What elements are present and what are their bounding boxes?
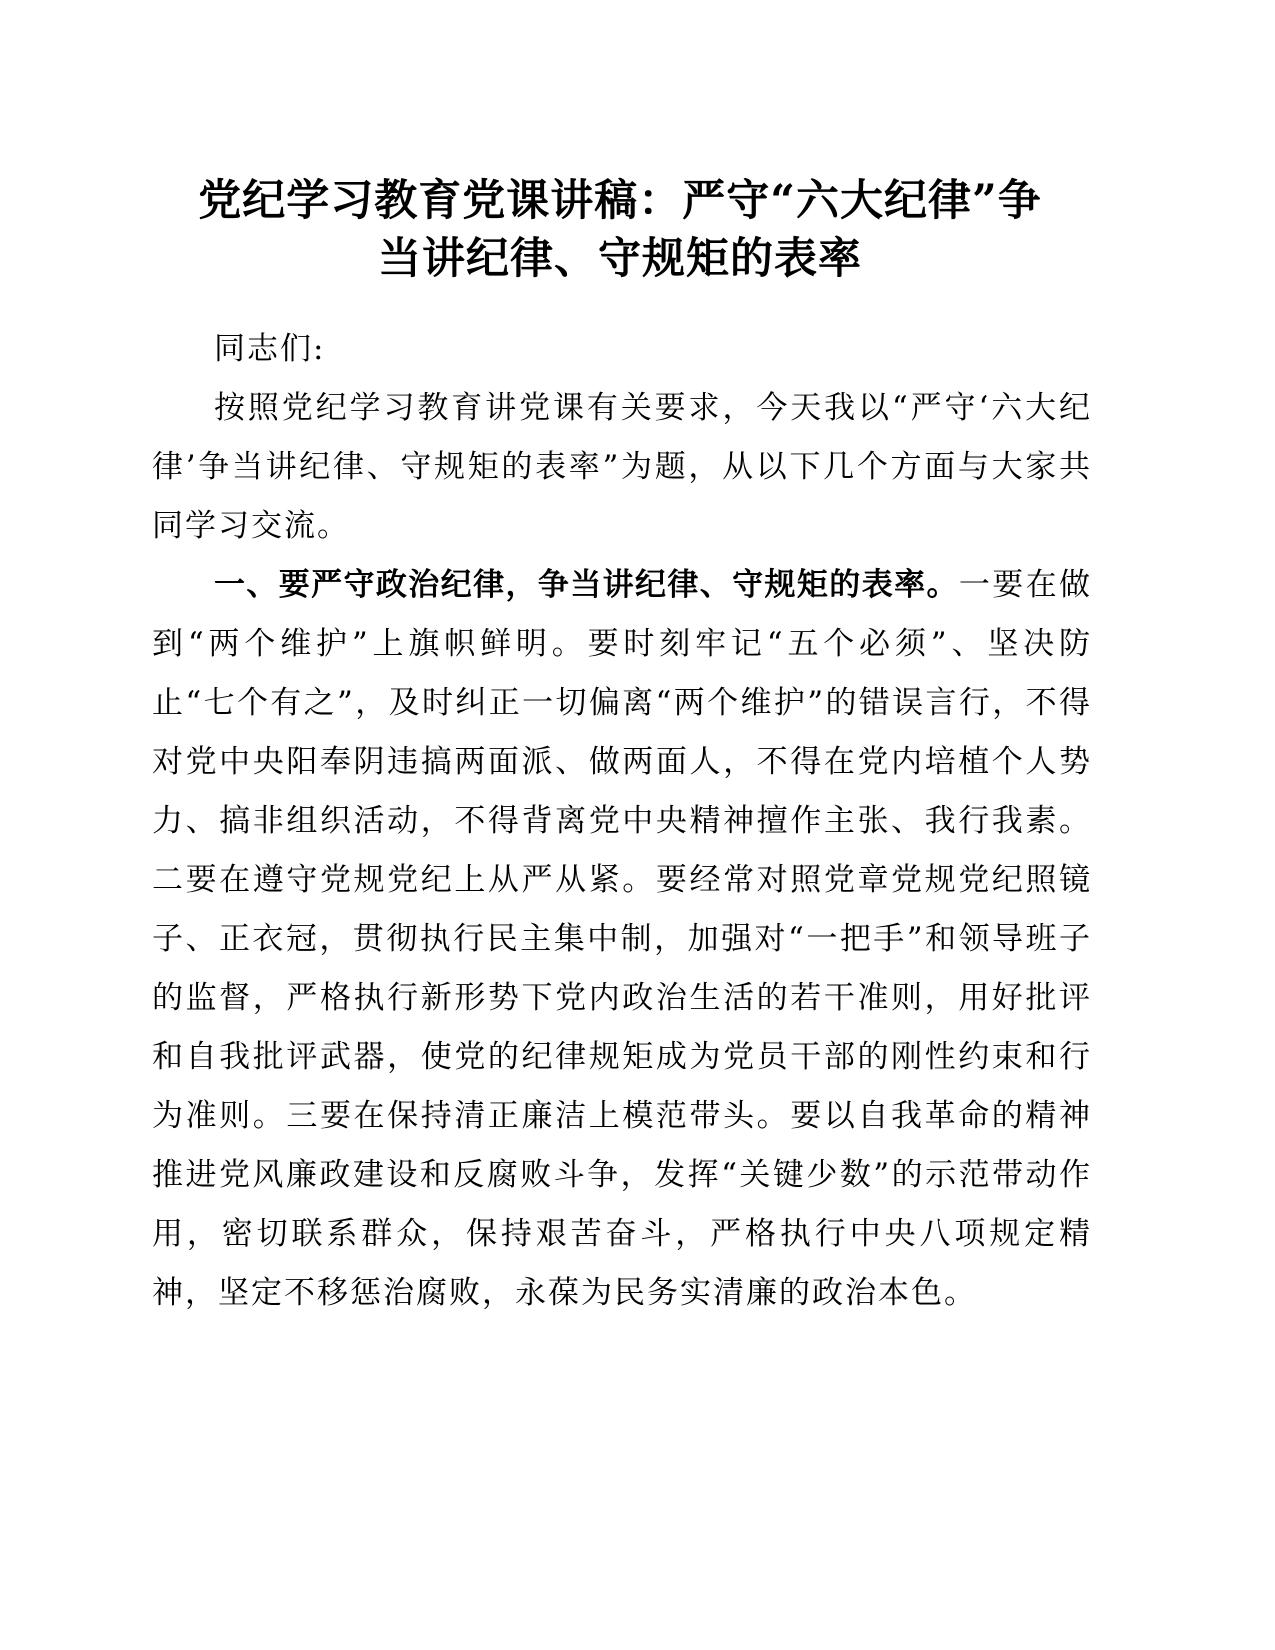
salutation [152,320,1092,379]
section-1-heading: 一、要严守政治纪律，争当讲纪律、守规矩的表率。 [214,567,959,603]
document-body [152,320,1092,1323]
section-1-paragraph [152,556,1092,1323]
title-line-2: 当讲纪律、守规矩的表率 [378,234,862,284]
section-1-text: 一要在做到“两个维护”上旗帜鲜明。要时刻牢记“五个必须”、坚决防止“七个有之”，及时纠正一切偏离“两个维护”的错误言行，不得对党中央阳奉阴违搞两面派、做两面人，不得在党内培植个人势力、搞非组织活动，不得背离党中央精神擅作主张、我行我素。二要在遵守党规党纪上从严从紧。要经常对照党章党规党纪照镜子、正衣冠，贯彻执行民主集中制，加强对“一把手”和领导班子的监督，严格执行新形势下党内政治生活的若干准则，用好批评和自我批评武器，使党的纪律规矩成为党员干部的刚性约束和行为准则。三要在保持清正廉洁上模范带头。要以自我革命的精神推进党风廉政建设和反腐败斗争，发挥“关键少数”的示范带动作用，密切联系群众，保持艰苦奋斗，严格执行中央八项规定精神，坚定不移惩治腐败，永葆为民务实清廉的政治本色。 [152,567,1092,1311]
intro-paragraph: 按照党纪学习教育讲党课有关要求，今天我以“严守‘六大纪律’争当讲纪律、守规矩的表率”为题，从以下几个方面与大家共同学习交流。 [152,390,1092,544]
salutation-text: 同志们: [214,331,326,367]
title-line-1: 党纪学习教育党课讲稿：严守“六大纪律”争 [198,176,1042,226]
document-title [150,172,1090,288]
